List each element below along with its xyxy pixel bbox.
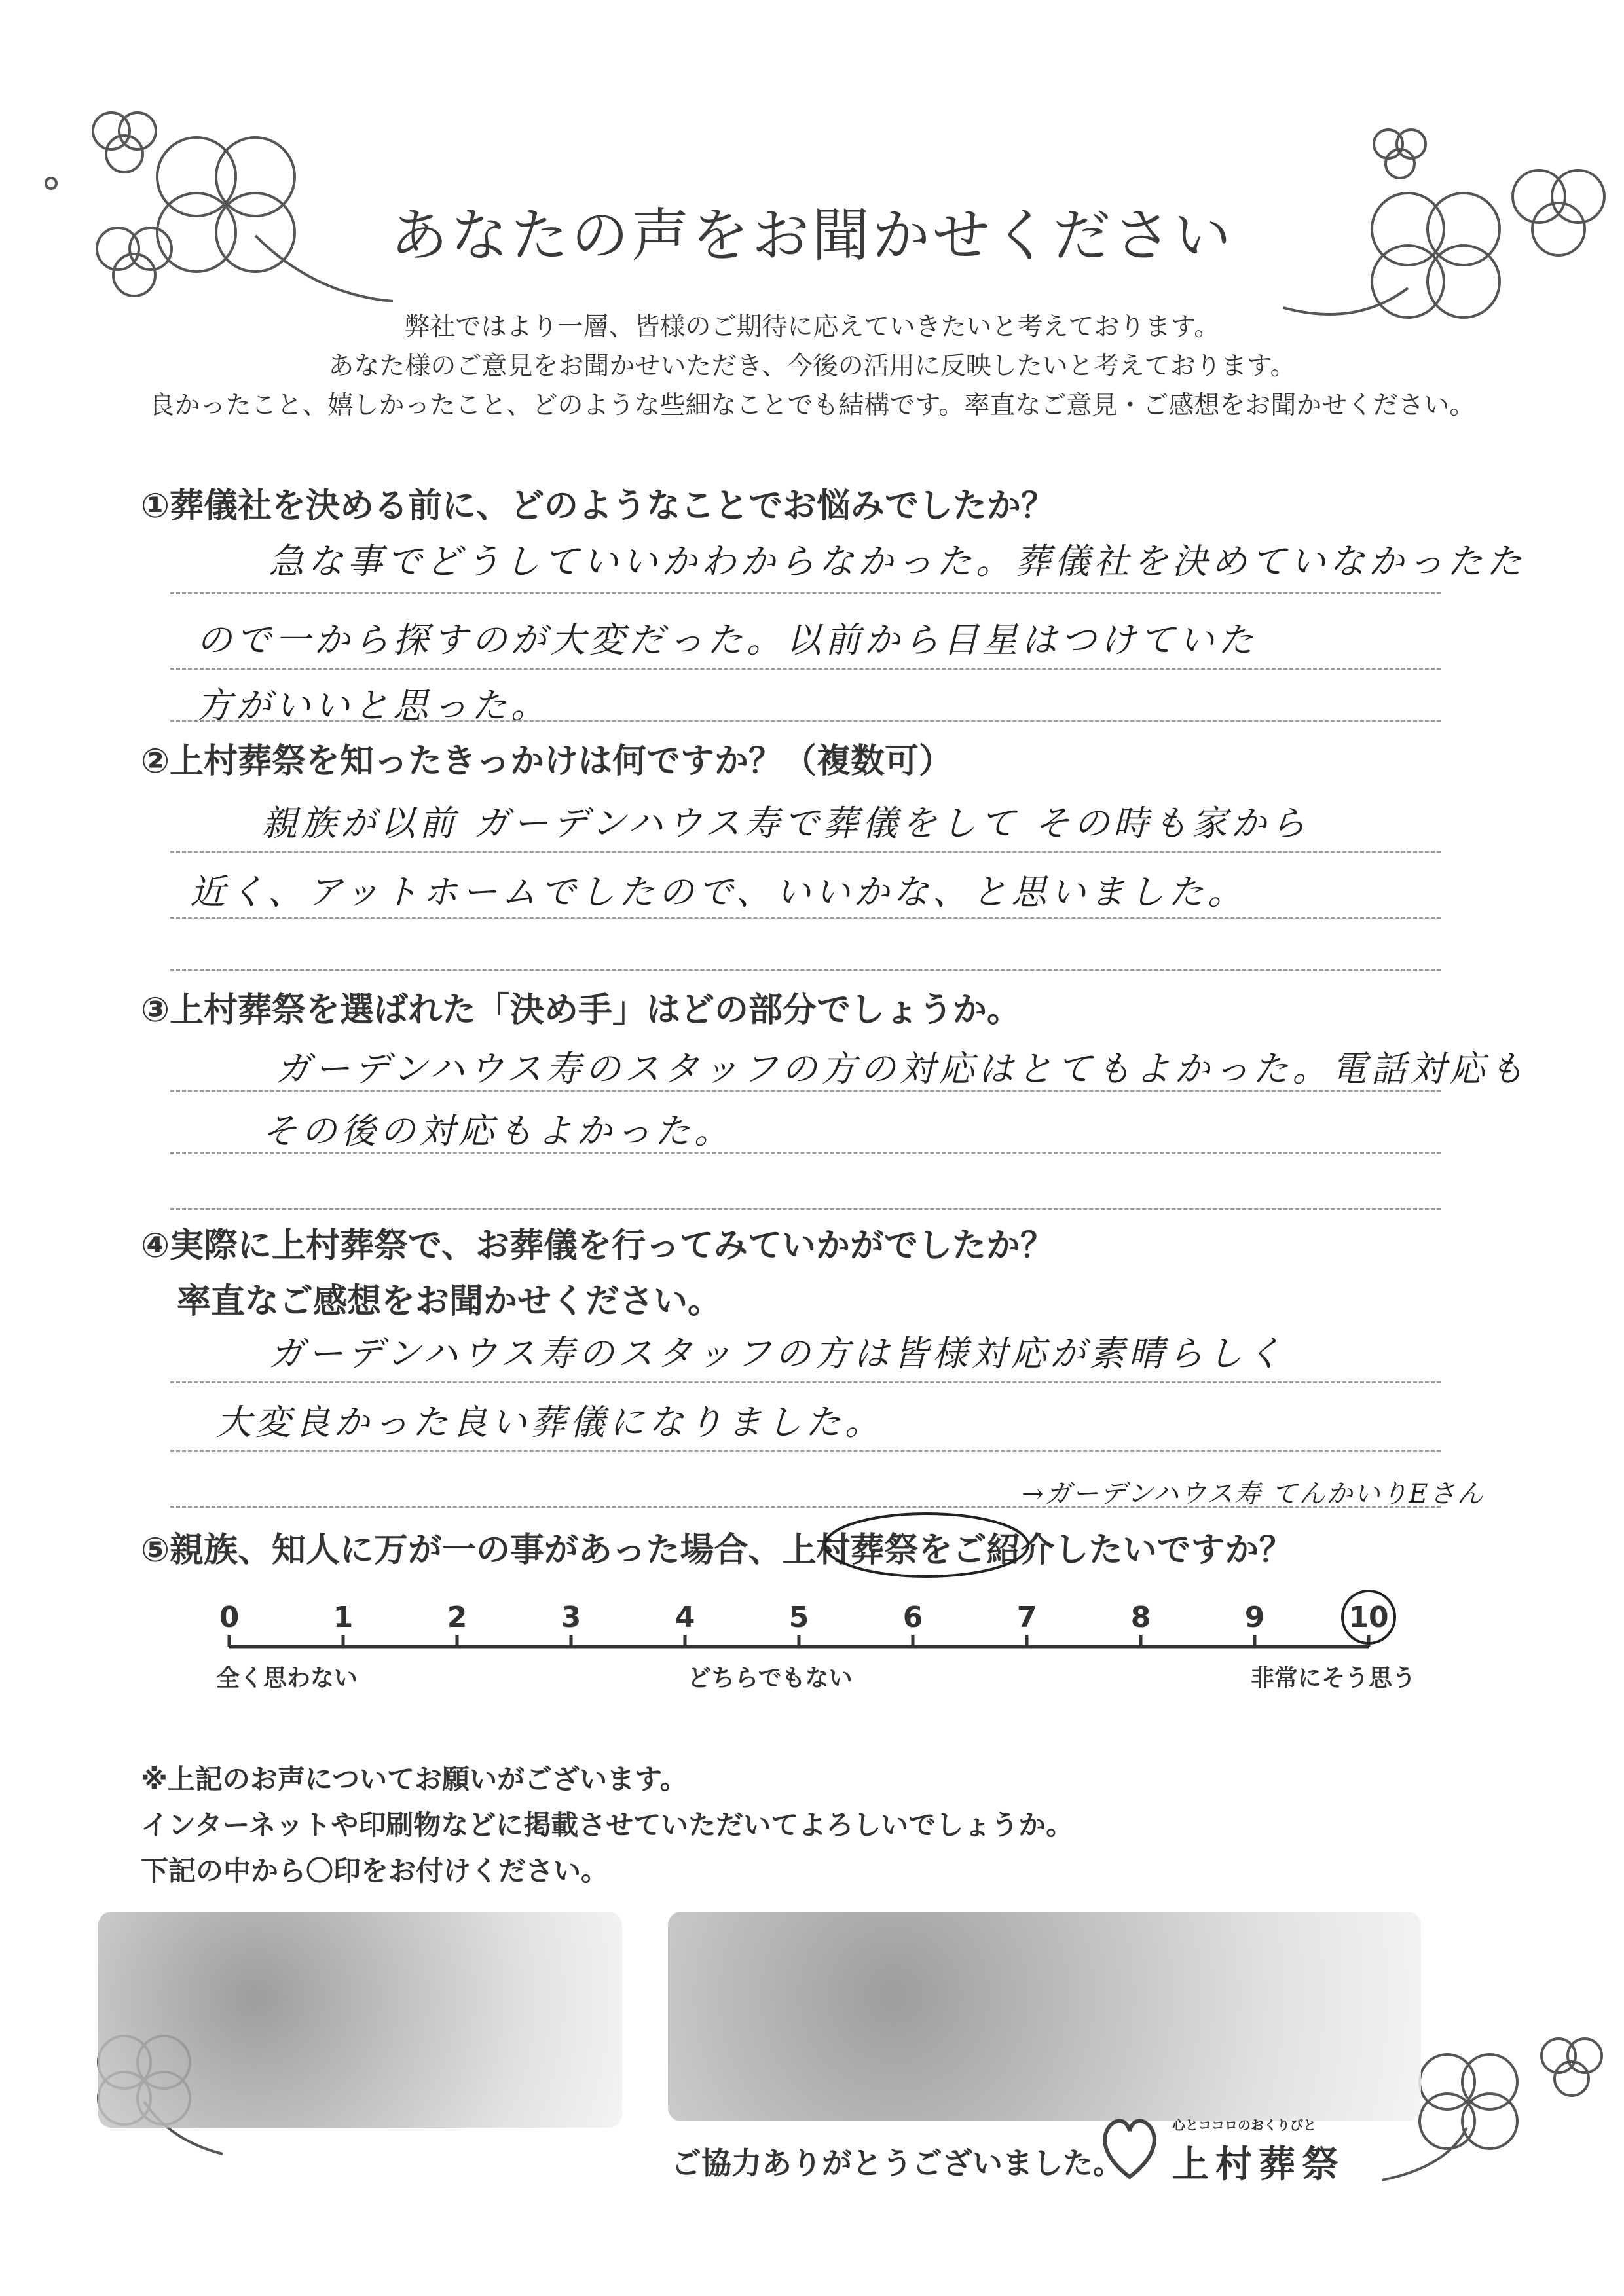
answer-line xyxy=(170,917,1441,919)
answer-line xyxy=(170,1208,1441,1210)
answer-1-line-1: 急な事でどうしていいかわからなかった。葬儀社を決めていなかったた xyxy=(268,541,1526,582)
footer-thanks: ご協力ありがとうございました。 xyxy=(671,2145,1123,2181)
answer-3-line-1: ガーデンハウス寿のスタッフの方の対応はとてもよかった。電話対応も xyxy=(275,1048,1528,1089)
answer-line xyxy=(170,592,1441,594)
answer-line xyxy=(170,668,1441,670)
answer-2-line-2: 近く、アットホームでしたので、いいかな、と思いました。 xyxy=(190,871,1247,913)
scale-label-10: 10 xyxy=(1348,1601,1389,1634)
scale-caption-mid: どちらでもない xyxy=(688,1665,853,1692)
scale-label-6: 6 xyxy=(902,1601,923,1634)
scale-label-0: 0 xyxy=(219,1601,240,1634)
brand-circle-mark xyxy=(819,1506,1035,1584)
answer-3-line-2: その後の対応もよかった。 xyxy=(262,1110,733,1152)
answer-4-line-1: ガーデンハウス寿のスタッフの方は皆様対応が素晴らしく xyxy=(268,1333,1286,1374)
answer-line xyxy=(170,1152,1441,1154)
question-3-label: ③上村葬祭を選ばれた「決め手」はどの部分でしょうか。 xyxy=(141,991,1022,1030)
scale-label-1: 1 xyxy=(333,1601,354,1634)
intro-line-3: 良かったこと、嬉しかったこと、どのような些細なことでも結構です。率直なご意見・ご感想をお聞かせください。 xyxy=(149,391,1475,420)
scale-label-5: 5 xyxy=(788,1601,809,1634)
page-title: あなたの声をお聞かせください xyxy=(390,202,1234,269)
answer-line xyxy=(170,1381,1441,1383)
answer-1-line-2: ので一から探すのが大変だった。以前から目星はつけていた xyxy=(196,619,1257,661)
scale-caption-low: 全く思わない xyxy=(216,1665,358,1692)
answer-line xyxy=(170,851,1441,853)
note-line-1: ※上記のお声についてお願いがございます。 xyxy=(141,1763,688,1795)
answer-line xyxy=(170,1450,1441,1452)
answer-line xyxy=(170,969,1441,971)
question-5-label: ⑤親族、知人に万が一の事があった場合、上村葬祭をご紹介したいですか？ xyxy=(141,1531,1293,1570)
answer-line xyxy=(170,1090,1441,1092)
question-4-label: ④実際に上村葬祭で、お葬儀を行ってみていかがでしたか？ xyxy=(141,1226,1054,1266)
redacted-area-left xyxy=(98,1912,622,2128)
brand-heart-icon xyxy=(1100,2111,1159,2183)
scale-label-4: 4 xyxy=(674,1601,695,1634)
brand-tagline: 心とココロのおくりびと xyxy=(1172,2117,1316,2133)
answer-1-line-3: 方がいいと思った。 xyxy=(196,685,550,726)
question-2-label: ②上村葬祭を知ったきっかけは何ですか？（複数可） xyxy=(141,742,953,781)
answer-line xyxy=(170,720,1441,722)
scale-label-8: 8 xyxy=(1130,1601,1151,1634)
scale-caption-high: 非常にそう思う xyxy=(1251,1665,1416,1692)
intro-line-2: あなた様のご意見をお聞かせいただき、今後の活用に反映したいと考えております。 xyxy=(328,352,1296,381)
note-line-3: 下記の中から〇印をお付けください。 xyxy=(141,1855,609,1887)
redacted-area-right xyxy=(668,1912,1421,2121)
answer-2-line-1: 親族が以前 ガーデンハウス寿で葬儀をして その時も家から xyxy=(262,803,1310,844)
scale-label-3: 3 xyxy=(561,1601,581,1634)
question-4-sublabel: 率直なご感想をお聞かせください。 xyxy=(177,1282,722,1321)
brand-logo-text: 上村葬祭 xyxy=(1172,2143,1345,2186)
scale-label-2: 2 xyxy=(447,1601,468,1634)
question-5-annotation: →ガーデンハウス寿 てんかいりEさん xyxy=(1022,1479,1485,1509)
question-1-label: ①葬儀社を決める前に、どのようなことでお悩みでしたか？ xyxy=(141,486,1056,526)
scale-label-7: 7 xyxy=(1016,1601,1037,1634)
scale-label-9: 9 xyxy=(1244,1601,1265,1634)
answer-4-line-2: 大変良かった良い葬儀になりました。 xyxy=(216,1402,884,1443)
note-line-2: インターネットや印刷物などに掲載させていただいてよろしいでしょうか。 xyxy=(141,1809,1074,1841)
intro-line-1: 弊社ではより一層、皆様のご期待に応えていきたいと考えております。 xyxy=(404,312,1220,342)
